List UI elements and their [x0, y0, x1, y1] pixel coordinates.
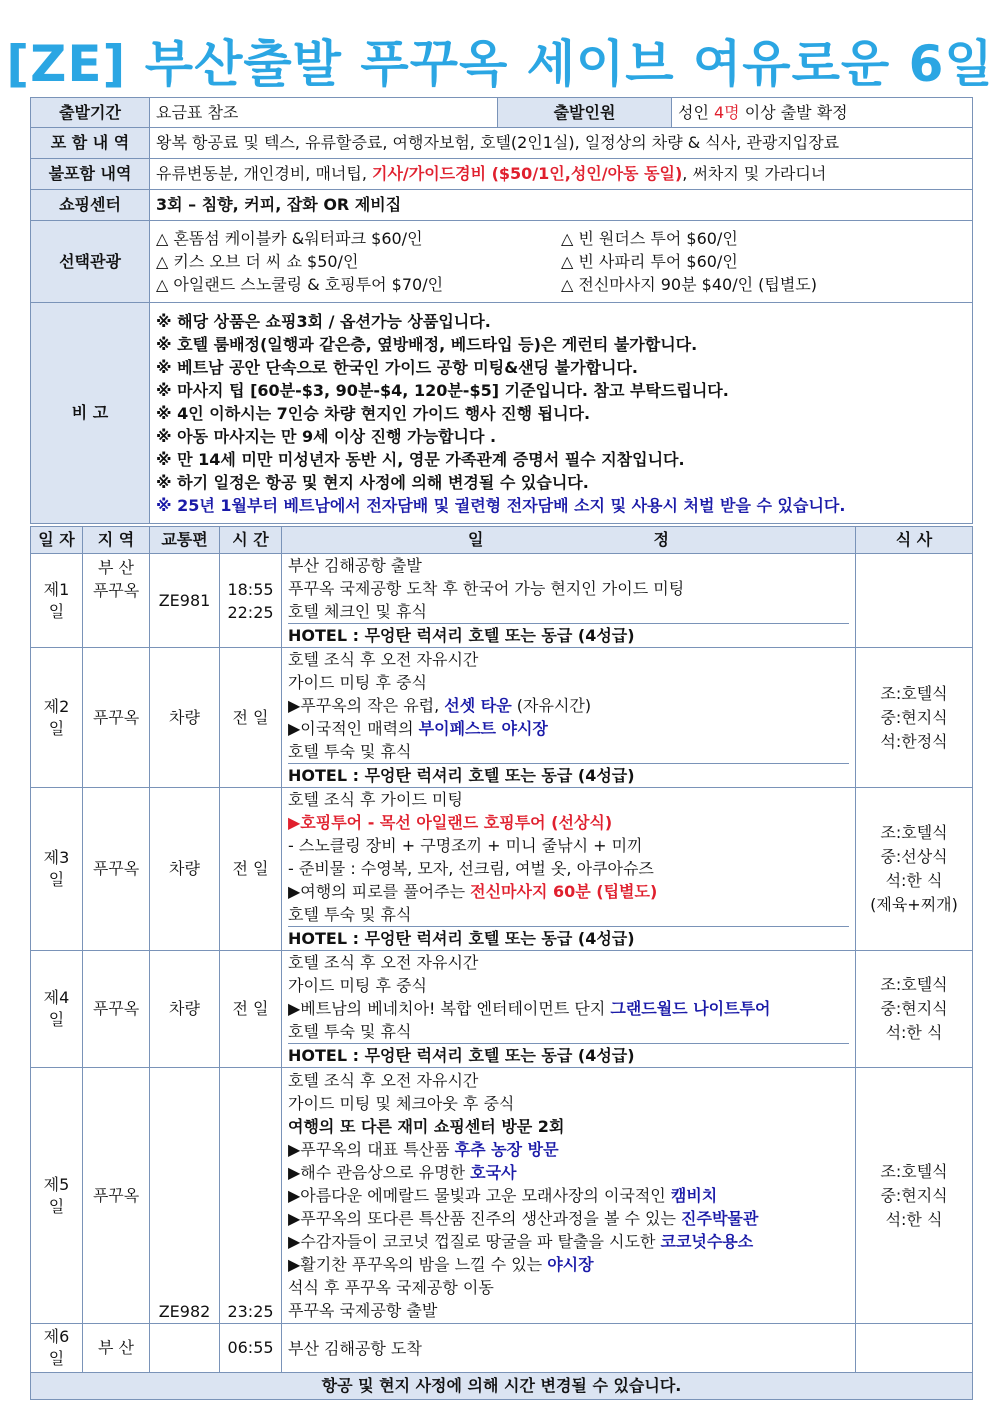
header-itinerary: 일 정 [282, 527, 856, 554]
transport [150, 1324, 220, 1373]
note-item: ※ 4인 이하시는 7인승 차량 현지인 가이드 행사 진행 됩니다. [156, 403, 591, 423]
shopping-value: 3회 – 침향, 커피, 잡화 OR 제비집 [150, 190, 973, 221]
option-item: △ 전신마사지 90분 $40/인 (팁별도) [561, 275, 817, 294]
option-item: △ 혼똠섬 케이블카 &워터파크 $60/인 [156, 229, 423, 248]
notes-list [150, 303, 973, 524]
region: 부 산 [83, 1324, 150, 1373]
hotel-info: HOTEL : 무엉탄 럭셔리 호텔 또는 동급 (4성급) [288, 763, 849, 787]
note-item: ※ 하기 일정은 항공 및 현지 사정에 의해 변경될 수 있습니다. [156, 472, 589, 492]
flight: ZE981 [150, 554, 220, 648]
header-meal: 식 사 [856, 527, 973, 554]
day-label: 제5일 [31, 1068, 83, 1324]
itinerary: 호텔 조식 후 오전 자유시간 가이드 미팅 후 중식 ▶푸꾸옥의 작은 유럽, 선셋 타운 (자유시간) ▶이국적인 매력의 부이페스트 야시장 호텔 투숙 및 휴식 HOTEL : 무엉탄 럭셔리 호텔 또는 동급 (4성급) [282, 648, 856, 788]
itinerary: 호텔 조식 후 가이드 미팅 ▶호핑투어 - 목선 아일랜드 호핑투어 (선상식) - 스노클링 장비 + 구명조끼 + 미니 줄낚시 + 미끼 - 준비물 : 수영복, 모자, 선크림, 여벌 옷, 아쿠아슈즈 ▶여행의 피로를 풀어주는 전신마사지 60분 (팁별도) 호텔 투숙 및 휴식 HOTEL : 무엉탄 럭셔리 호텔 또는 동급 (4성급) [282, 788, 856, 951]
time: 18:55 22:25 [220, 554, 282, 648]
meals [856, 554, 973, 648]
departure-people-value: 성인 4명 이상 출발 확정 [672, 98, 973, 128]
transport: 차량 [150, 648, 220, 788]
day-label: 제3일 [31, 788, 83, 951]
meals: 조:호텔식 중:현지식 석:한 식 [856, 1068, 973, 1324]
region: 푸꾸옥 [83, 648, 150, 788]
time: 전 일 [220, 951, 282, 1068]
transport: 차량 [150, 951, 220, 1068]
region: 푸꾸옥 [83, 1068, 150, 1324]
note-item: ※ 마사지 팁 [60분-$3, 90분-$4, 120분-$5] 기준입니다. 참고 부탁드립니다. [156, 380, 729, 400]
header-time: 시 간 [220, 527, 282, 554]
meals: 조:호텔식 중:현지식 석:한정식 [856, 648, 973, 788]
flight: ZE982 [150, 1068, 220, 1324]
schedule-table [30, 526, 973, 1400]
meals [856, 1324, 973, 1373]
itinerary: 호텔 조식 후 오전 자유시간 가이드 미팅 후 중식 ▶베트남의 베네치아! 복합 엔터테이먼트 단지 그랜드월드 나이트투어 호텔 투숙 및 휴식 HOTEL : 무엉탄 럭셔리 호텔 또는 동급 (4성급) [282, 951, 856, 1068]
option-item: △ 빈 사파리 투어 $60/인 [561, 252, 738, 271]
included-value: 왕복 항공료 및 텍스, 유류할증료, 여행자보험, 호텔(2인1실), 일정상의 차량 & 식사, 관광지입장료 [150, 128, 973, 159]
itinerary: 부산 김해공항 출발 푸꾸옥 국제공항 도착 후 한국어 가능 현지인 가이드 미팅 호텔 체크인 및 휴식 HOTEL : 무엉탄 럭셔리 호텔 또는 동급 (4성급) [282, 554, 856, 648]
day-row [31, 554, 973, 648]
day-row [31, 788, 973, 951]
option-item: △ 키스 오브 더 씨 쇼 $50/인 [156, 252, 359, 271]
note-item: ※ 베트남 공안 단속으로 한국인 가이드 공항 미팅&샌딩 불가합니다. [156, 357, 639, 377]
transport: 차량 [150, 788, 220, 951]
footer-notice: 항공 및 현지 사정에 의해 시간 변경될 수 있습니다. [31, 1373, 973, 1400]
meals: 조:호텔식 중:현지식 석:한 식 [856, 951, 973, 1068]
region: 푸꾸옥 [83, 788, 150, 951]
hotel-info: HOTEL : 무엉탄 럭셔리 호텔 또는 동급 (4성급) [288, 623, 849, 647]
header-transport: 교통편 [150, 527, 220, 554]
time: 전 일 [220, 788, 282, 951]
info-table [30, 97, 973, 524]
options-label: 선택관광 [31, 221, 150, 303]
header-region: 지 역 [83, 527, 150, 554]
meals: 조:호텔식 중:선상식 석:한 식 (제육+찌개) [856, 788, 973, 951]
excluded-label: 불포함 내역 [31, 159, 150, 190]
note-item-warning: ※ 25년 1월부터 베트남에서 전자담배 및 궐련형 전자담배 소지 및 사용시 처벌 받을 수 있습니다. [156, 495, 846, 515]
excluded-value: 유류변동분, 개인경비, 매너팁, 기사/가이드경비 ($50/1인,성인/아동 동일), 써차지 및 가라디너 [150, 159, 973, 190]
departure-people-label: 출발인원 [498, 98, 672, 128]
note-item: ※ 아동 마사지는 만 9세 이상 진행 가능합니다 . [156, 426, 497, 446]
day-label: 제1일 [31, 554, 83, 648]
included-label: 포 함 내 역 [31, 128, 150, 159]
option-item: △ 빈 원더스 투어 $60/인 [561, 229, 738, 248]
departure-period-value: 요금표 참조 [150, 98, 498, 128]
time: 23:25 [220, 1068, 282, 1324]
hotel-info: HOTEL : 무엉탄 럭셔리 호텔 또는 동급 (4성급) [288, 926, 849, 950]
day-label: 제2일 [31, 648, 83, 788]
time: 전 일 [220, 648, 282, 788]
option-item: △ 아일랜드 스노쿨링 & 호핑투어 $70/인 [156, 275, 444, 294]
day-row [31, 648, 973, 788]
itinerary: 호텔 조식 후 오전 자유시간 가이드 미팅 및 체크아웃 후 중식 여행의 또 다른 재미 쇼핑센터 방문 2회 ▶푸꾸옥의 대표 특산품 후추 농장 방문 ▶해수 관음상으로 유명한 호국사 ▶아름다운 에메랄드 물빛과 고운 모래사장의 이국적인 캠비치 ▶푸꾸옥의 또다른 특산품 진주의 생산과정을 볼 수 있는 진주박물관 ▶수감자들이 코코넛 껍질로 땅굴을 파 탈출을 시도한 코코넛수용소 ▶활기찬 푸꾸옥의 밤을 느낄 수 있는 야시장 석식 후 푸꾸옥 국제공항 이동 푸꾸옥 국제공항 출발 [282, 1068, 856, 1324]
day-row [31, 1324, 973, 1373]
day-row [31, 951, 973, 1068]
itinerary: 부산 김해공항 도착 [282, 1324, 856, 1373]
day-label: 제6일 [31, 1324, 83, 1373]
hotel-info: HOTEL : 무엉탄 럭셔리 호텔 또는 동급 (4성급) [288, 1043, 849, 1067]
options-list [150, 221, 973, 303]
note-item: ※ 해당 상품은 쇼핑3회 / 옵션가능 상품입니다. [156, 311, 491, 331]
region: 부 산 푸꾸옥 [83, 554, 150, 648]
day-row [31, 1068, 973, 1324]
note-item: ※ 호텔 룸배정(일행과 같은층, 옆방배정, 베드타입 등)은 게런티 불가합니다. [156, 334, 698, 354]
note-item: ※ 만 14세 미만 미성년자 동반 시, 영문 가족관계 증명서 필수 지참입니다. [156, 449, 685, 469]
page-title: [ZE] 부산출발 푸꾸옥 세이브 여유로운 6일 [6, 35, 994, 93]
notes-label: 비 고 [31, 303, 150, 524]
header-day: 일 자 [31, 527, 83, 554]
time: 06:55 [220, 1324, 282, 1373]
shopping-label: 쇼핑센터 [31, 190, 150, 221]
departure-period-label: 출발기간 [31, 98, 150, 128]
region: 푸꾸옥 [83, 951, 150, 1068]
day-label: 제4일 [31, 951, 83, 1068]
